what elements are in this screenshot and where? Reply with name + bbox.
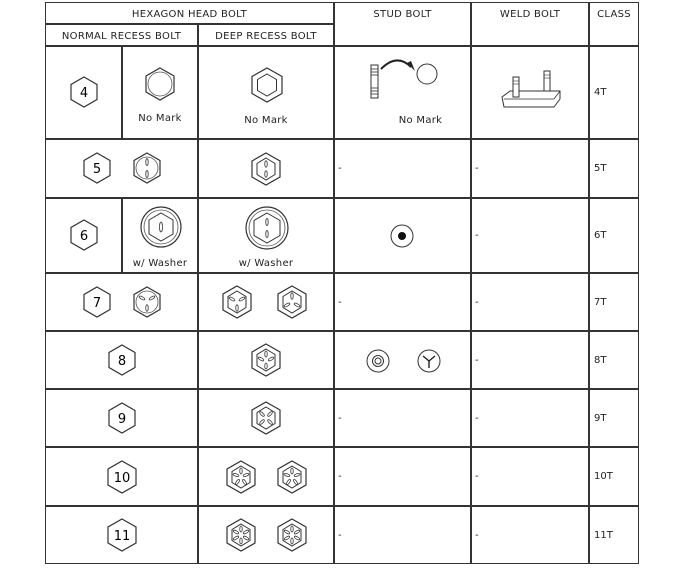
head-number: 8 (117, 354, 127, 369)
w-washer-label: w/ Washer (132, 258, 188, 269)
header-weld-bolt: WELD BOLT (471, 2, 589, 46)
weld-cell: - (471, 331, 589, 389)
w-washer-label: w/ Washer (238, 258, 294, 269)
header-class: CLASS (589, 2, 639, 46)
row-4t-deep-nomark (198, 46, 334, 139)
row-9t-normal (45, 389, 198, 447)
head-number: 10 (113, 471, 131, 486)
class-cell: 6T (589, 198, 639, 273)
hex-deep-three-line-alt-icon (276, 285, 308, 319)
hex-head-8-icon (107, 344, 137, 376)
hex-head-11-icon (106, 518, 138, 552)
class-cell: 9T (589, 389, 639, 447)
class-cell: 10T (589, 447, 639, 506)
row-5t-normal (45, 139, 198, 198)
header-normal-recess-bolt: NORMAL RECESS BOLT (45, 24, 198, 46)
head-number: 9 (117, 412, 127, 427)
weld-bolt-icon (498, 69, 564, 115)
no-mark-label: No Mark (138, 113, 182, 124)
row-6t-normal-washer (122, 198, 198, 273)
hex-head-5-icon (82, 152, 112, 184)
class-cell: 4T (589, 46, 639, 139)
hex-head-plain-icon (144, 67, 176, 101)
hex-deep-two-line-icon (250, 152, 282, 186)
hex-deep-five-line-alt-icon (276, 460, 308, 494)
row-7t-deep (198, 273, 334, 331)
stud-cell: - (334, 139, 471, 198)
weld-cell: - (471, 447, 589, 506)
stud-cell: - (334, 273, 471, 331)
stud-bolt-icon (367, 55, 439, 103)
row-10t-normal (45, 447, 198, 506)
row-8t-normal (45, 331, 198, 389)
hex-deep-five-line-icon (225, 460, 257, 494)
row-4t-weld (471, 46, 589, 139)
hex-head-6-icon (69, 219, 99, 251)
hex-head-9-icon (107, 402, 137, 434)
head-number: 7 (92, 296, 102, 311)
row-7t-normal (45, 273, 198, 331)
class-cell: 5T (589, 139, 639, 198)
row-4t-normal-numbered (45, 46, 122, 139)
hex-head-10-icon (106, 460, 138, 494)
row-4t-normal-nomark (122, 46, 198, 139)
hex-deep-three-line-icon (221, 285, 253, 319)
stud-y-mark-icon (417, 349, 441, 373)
hex-deep-plain-icon (250, 67, 284, 103)
hex-head-7-icon (82, 286, 112, 318)
no-mark-label: No Mark (398, 115, 443, 126)
stud-dot-mark-icon (390, 224, 414, 248)
hex-two-line-mark-icon (132, 152, 162, 184)
stud-cell: - (334, 506, 471, 564)
row-5t-deep (198, 139, 334, 198)
weld-cell: - (471, 198, 589, 273)
row-8t-stud (334, 331, 471, 389)
row-10t-deep (198, 447, 334, 506)
hex-deep-six-line-icon (225, 518, 257, 552)
stud-ring-mark-icon (366, 349, 390, 373)
head-number: 6 (79, 229, 89, 244)
weld-cell: - (471, 273, 589, 331)
header-hexagon-head-bolt: HEXAGON HEAD BOLT (45, 2, 334, 24)
weld-cell: - (471, 506, 589, 564)
hex-deep-washer-icon (245, 205, 289, 251)
no-mark-label: No Mark (244, 115, 288, 126)
row-6t-stud (334, 198, 471, 273)
hex-deep-six-line-alt-icon (276, 518, 308, 552)
header-stud-bolt: STUD BOLT (334, 2, 471, 46)
hex-washer-icon (140, 205, 182, 249)
stud-cell: - (334, 389, 471, 447)
class-cell: 7T (589, 273, 639, 331)
hex-head-4-icon (69, 76, 99, 108)
hex-three-line-mark-icon (132, 286, 162, 318)
head-number: 4 (79, 86, 89, 101)
stud-cell: - (334, 447, 471, 506)
head-number: 5 (92, 162, 102, 177)
class-cell: 11T (589, 506, 639, 564)
row-9t-deep (198, 389, 334, 447)
head-number: 11 (113, 529, 131, 544)
row-6t-normal-numbered (45, 198, 122, 273)
hex-deep-x-mark-icon (250, 401, 282, 435)
hex-deep-four-line-icon (250, 343, 282, 377)
row-6t-deep-washer (198, 198, 334, 273)
class-cell: 8T (589, 331, 639, 389)
row-4t-stud (334, 46, 471, 139)
header-deep-recess-bolt: DEEP RECESS BOLT (198, 24, 334, 46)
row-11t-deep (198, 506, 334, 564)
row-8t-deep (198, 331, 334, 389)
row-11t-normal (45, 506, 198, 564)
weld-cell: - (471, 389, 589, 447)
weld-cell: - (471, 139, 589, 198)
